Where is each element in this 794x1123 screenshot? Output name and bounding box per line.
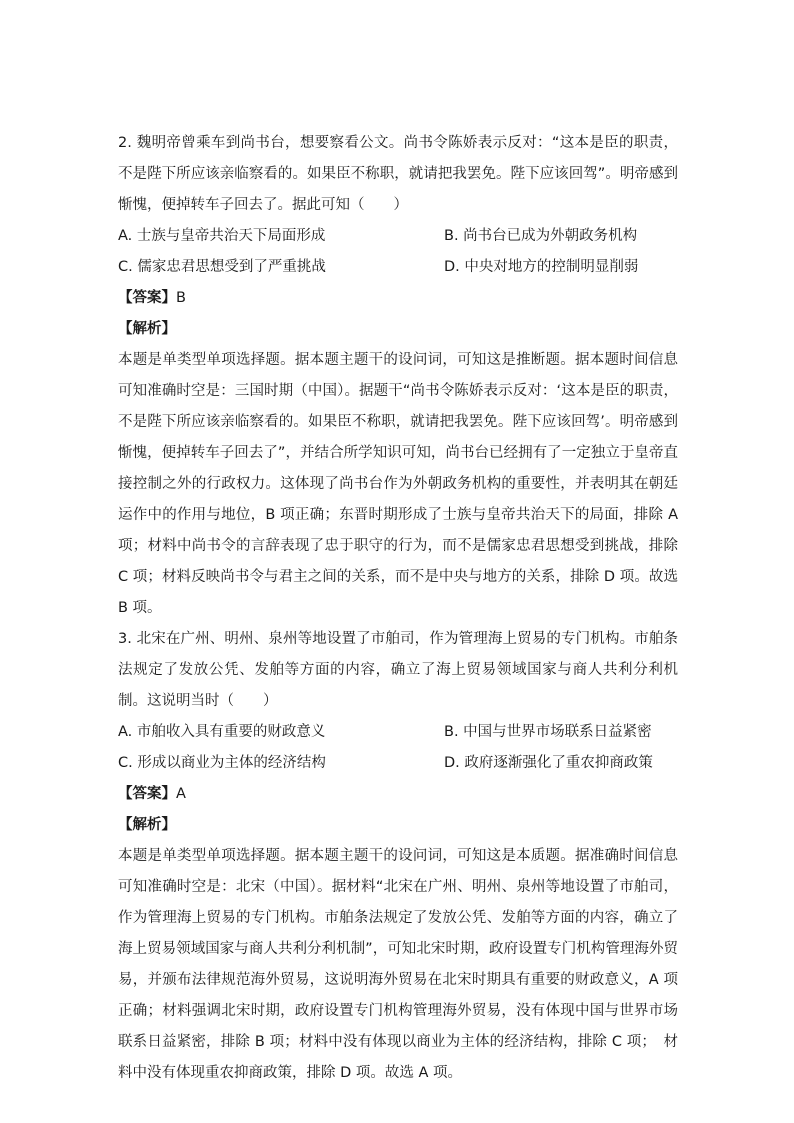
question-2-stem: 2. 魏明帝曾乘车到尚书台，想要察看公文。尚书令陈娇表示反对：“这本是臣的职责，不是陛下所应该亲临察看的。如果臣不称职，就请把我罢免。陛下应该回驾”。明帝感到惭愧，便掉转车子回去了。据此可知（ ） [118, 135, 678, 213]
question-3 [118, 624, 678, 1089]
question-3-option-b: B. 中国与世界市场联系日益紧密 [444, 724, 652, 740]
question-3-stem: 3. 北宋在广州、明州、泉州等地设置了市舶司，作为管理海上贸易的专门机构。市舶条法规定了发放公凭、发舶等方面的内容，确立了海上贸易领域国家与商人共利分利机制。这说明当时（ ） [118, 631, 678, 709]
question-2-options [118, 221, 678, 283]
question-3-answer-label: 【答案】 [118, 786, 176, 802]
question-3-option-a: A. 市舶收入具有重要的财政意义 [118, 724, 326, 740]
question-2-option-d: D. 中央对地方的控制明显削弱 [444, 259, 639, 275]
question-3-options [118, 717, 678, 779]
question-2-answer [118, 283, 678, 314]
question-3-answer [118, 779, 678, 810]
question-2-analysis: 本题是单类型单项选择题。据本题主题干的设问词，可知这是推断题。据本题时间信息可知准确时空是：三国时期（中国）。据题干“尚书令陈娇表示反对：‘这本是臣的职责，不是陛下所应该亲临察看的。如果臣不称职，就请把我罢免。陛下应该回驾’。明帝感到惭愧，便掉转车子回去了”，并结合所学知识可知，尚书台已经拥有了一定独立于皇帝直接控制之外的行政权力。这体现了尚书台作为外朝政务机构的重要性，并表明其在朝廷运作中的作用与地位，B 项正确；东晋时期形成了士族与皇帝共治天下的局面，排除 A 项；材料中尚书令的言辞表现了忠于职守的行为，而不是儒家忠君思想受到挑战，排除 C 项；材料反映尚书令与君主之间的关系，而不是中央与地方的关系，排除 D 项。故选 B 项。 [118, 352, 678, 616]
question-2-analysis-label: 【解析】 [118, 321, 176, 337]
question-2-option-b: B. 尚书台已成为外朝政务机构 [444, 228, 638, 244]
question-2-answer-label: 【答案】 [118, 290, 176, 306]
question-2-option-a: A. 士族与皇帝共治天下局面形成 [118, 228, 326, 244]
page-content [118, 128, 678, 1089]
question-3-option-c: C. 形成以商业为主体的经济结构 [118, 755, 326, 771]
question-3-option-d: D. 政府逐渐强化了重农抑商政策 [444, 755, 653, 771]
question-2 [118, 128, 678, 624]
question-3-analysis: 本题是单类型单项选择题。据本题主题干的设问词，可知这是本质题。据准确时间信息可知准确时空是：北宋（中国）。据材料“北宋在广州、明州、泉州等地设置了市舶司，作为管理海上贸易的专门机构。市舶条法规定了发放公凭、发舶等方面的内容，确立了海上贸易领域国家与商人共利分利机制”，可知北宋时期，政府设置专门机构管理海外贸易，并颁布法律规范海外贸易，这说明海外贸易在北宋时期具有重要的财政意义，A 项正确；材料强调北宋时期，政府设置专门机构管理海外贸易，没有体现中国与世界市场联系日益紧密，排除 B 项；材料中没有体现以商业为主体的经济结构，排除 C 项； 材料中没有体现重农抑商政策，排除 D 项。故选 A 项。 [118, 848, 678, 1081]
question-3-analysis-label: 【解析】 [118, 817, 176, 833]
question-2-answer-value: B [176, 290, 186, 306]
question-3-answer-value: A [176, 786, 186, 802]
question-2-option-c: C. 儒家忠君思想受到了严重挑战 [118, 259, 326, 275]
